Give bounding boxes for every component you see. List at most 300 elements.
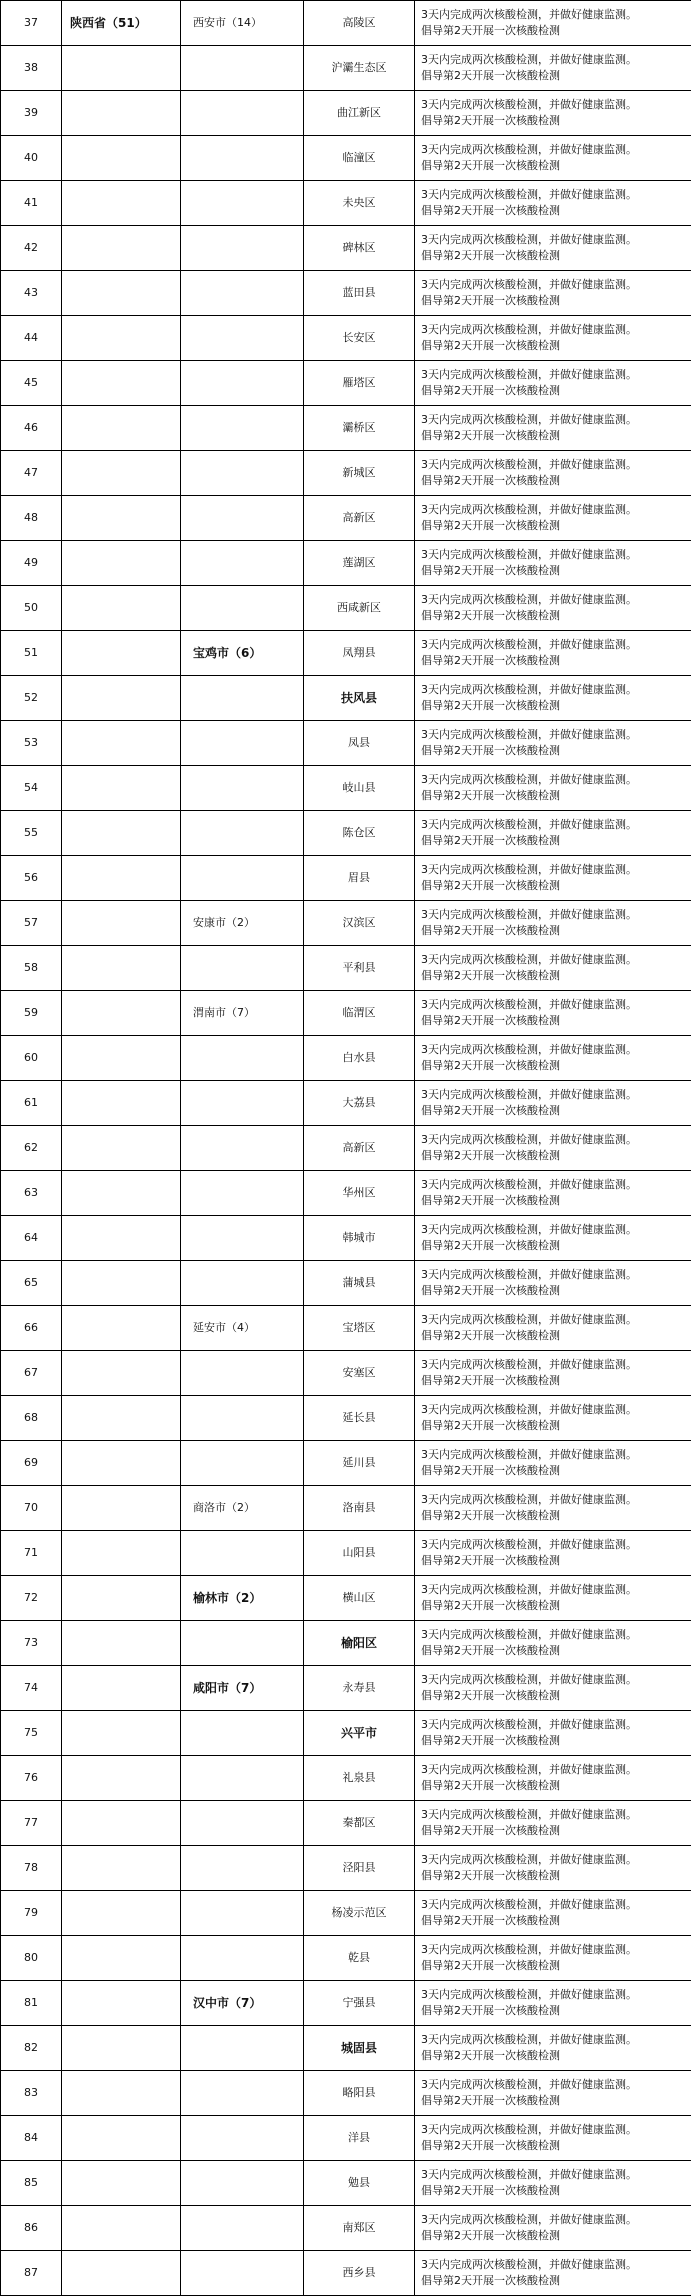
city-cell [181, 1711, 304, 1756]
county-cell: 凤翔县 [304, 631, 415, 676]
requirement-line-1: 3天内完成两次核酸检测，并做好健康监测。 [421, 593, 637, 606]
row-number-cell: 40 [1, 136, 62, 181]
county-cell: 山阳县 [304, 1531, 415, 1576]
requirement-line-1: 3天内完成两次核酸检测，并做好健康监测。 [421, 503, 637, 516]
requirement-line-1: 3天内完成两次核酸检测，并做好健康监测。 [421, 1358, 637, 1371]
city-cell [181, 2251, 304, 2296]
requirement-line-1: 3天内完成两次核酸检测，并做好健康监测。 [421, 638, 637, 651]
province-cell [62, 1981, 181, 2026]
table-row [1, 541, 691, 586]
city-cell [181, 451, 304, 496]
requirement-line-2: 倡导第2天开展一次核酸检测 [421, 1779, 560, 1792]
requirement-line-2: 倡导第2天开展一次核酸检测 [421, 1644, 560, 1657]
province-cell [62, 1801, 181, 1846]
province-cell [62, 316, 181, 361]
requirement-cell [415, 1711, 691, 1756]
requirement-line-1: 3天内完成两次核酸检测，并做好健康监测。 [421, 1088, 637, 1101]
requirement-line-2: 倡导第2天开展一次核酸检测 [421, 1869, 560, 1882]
requirement-line-1: 3天内完成两次核酸检测，并做好健康监测。 [421, 728, 637, 741]
row-number-cell: 52 [1, 676, 62, 721]
table-row [1, 1081, 691, 1126]
requirement-line-1: 3天内完成两次核酸检测，并做好健康监测。 [421, 413, 637, 426]
county-cell: 乾县 [304, 1936, 415, 1981]
requirement-cell [415, 1306, 691, 1351]
row-number-cell: 83 [1, 2071, 62, 2116]
city-cell [181, 181, 304, 226]
county-cell: 灞桥区 [304, 406, 415, 451]
requirement-line-1: 3天内完成两次核酸检测，并做好健康监测。 [421, 278, 637, 291]
county-cell: 陈仓区 [304, 811, 415, 856]
row-number-cell: 73 [1, 1621, 62, 1666]
county-cell: 宁强县 [304, 1981, 415, 2026]
county-cell: 宝塔区 [304, 1306, 415, 1351]
requirement-line-2: 倡导第2天开展一次核酸检测 [421, 924, 560, 937]
requirement-line-2: 倡导第2天开展一次核酸检测 [421, 1464, 560, 1477]
requirement-line-1: 3天内完成两次核酸检测，并做好健康监测。 [421, 773, 637, 786]
row-number-cell: 45 [1, 361, 62, 406]
requirement-line-2: 倡导第2天开展一次核酸检测 [421, 114, 560, 127]
county-cell: 延川县 [304, 1441, 415, 1486]
requirement-line-2: 倡导第2天开展一次核酸检测 [421, 159, 560, 172]
city-cell [181, 2116, 304, 2161]
requirement-line-1: 3天内完成两次核酸检测，并做好健康监测。 [421, 368, 637, 381]
table-row [1, 1306, 691, 1351]
province-cell [62, 1891, 181, 1936]
requirement-line-2: 倡导第2天开展一次核酸检测 [421, 2049, 560, 2062]
requirement-line-1: 3天内完成两次核酸检测，并做好健康监测。 [421, 818, 637, 831]
province-cell [62, 991, 181, 1036]
row-number-cell: 80 [1, 1936, 62, 1981]
requirement-cell [415, 1936, 691, 1981]
row-number-cell: 70 [1, 1486, 62, 1531]
table-row [1, 1441, 691, 1486]
requirement-cell [415, 1171, 691, 1216]
requirement-line-2: 倡导第2天开展一次核酸检测 [421, 2184, 560, 2197]
table-row [1, 676, 691, 721]
province-cell [62, 721, 181, 766]
county-cell: 碑林区 [304, 226, 415, 271]
province-cell [62, 451, 181, 496]
requirement-line-2: 倡导第2天开展一次核酸检测 [421, 2004, 560, 2017]
province-cell [62, 271, 181, 316]
requirement-cell [415, 91, 691, 136]
county-cell: 雁塔区 [304, 361, 415, 406]
row-number-cell: 86 [1, 2206, 62, 2251]
requirement-cell [415, 46, 691, 91]
table-row [1, 1711, 691, 1756]
requirement-cell [415, 676, 691, 721]
city-cell: 汉中市（7） [181, 1981, 304, 2026]
requirement-line-1: 3天内完成两次核酸检测，并做好健康监测。 [421, 143, 637, 156]
requirement-line-1: 3天内完成两次核酸检测，并做好健康监测。 [421, 1763, 637, 1776]
table-row [1, 1621, 691, 1666]
county-cell: 榆阳区 [304, 1621, 415, 1666]
requirement-cell [415, 1756, 691, 1801]
requirement-line-1: 3天内完成两次核酸检测，并做好健康监测。 [421, 8, 637, 21]
requirement-line-1: 3天内完成两次核酸检测，并做好健康监测。 [421, 1403, 637, 1416]
requirement-cell [415, 1576, 691, 1621]
province-cell [62, 1441, 181, 1486]
requirement-line-1: 3天内完成两次核酸检测，并做好健康监测。 [421, 683, 637, 696]
requirement-cell [415, 2026, 691, 2071]
requirement-line-2: 倡导第2天开展一次核酸检测 [421, 24, 560, 37]
county-cell: 高新区 [304, 1126, 415, 1171]
requirement-line-1: 3天内完成两次核酸检测，并做好健康监测。 [421, 2258, 637, 2271]
city-cell [181, 1756, 304, 1801]
row-number-cell: 71 [1, 1531, 62, 1576]
row-number-cell: 42 [1, 226, 62, 271]
city-cell [181, 2071, 304, 2116]
table-row [1, 1, 691, 46]
table-row [1, 856, 691, 901]
row-number-cell: 64 [1, 1216, 62, 1261]
requirement-line-2: 倡导第2天开展一次核酸检测 [421, 699, 560, 712]
requirement-line-1: 3天内完成两次核酸检测，并做好健康监测。 [421, 1268, 637, 1281]
province-cell [62, 2161, 181, 2206]
requirement-line-1: 3天内完成两次核酸检测，并做好健康监测。 [421, 1808, 637, 1821]
requirement-cell [415, 991, 691, 1036]
requirement-cell [415, 451, 691, 496]
table-row [1, 91, 691, 136]
table-row [1, 1576, 691, 1621]
requirement-line-2: 倡导第2天开展一次核酸检测 [421, 1194, 560, 1207]
city-cell: 宝鸡市（6） [181, 631, 304, 676]
county-cell: 南郑区 [304, 2206, 415, 2251]
row-number-cell: 66 [1, 1306, 62, 1351]
table-row [1, 1891, 691, 1936]
city-cell [181, 766, 304, 811]
county-cell: 勉县 [304, 2161, 415, 2206]
requirement-line-2: 倡导第2天开展一次核酸检测 [421, 1239, 560, 1252]
table-row [1, 1036, 691, 1081]
requirement-cell [415, 1351, 691, 1396]
city-cell [181, 316, 304, 361]
province-cell [62, 901, 181, 946]
county-cell: 泾阳县 [304, 1846, 415, 1891]
row-number-cell: 72 [1, 1576, 62, 1621]
table-row [1, 586, 691, 631]
province-cell [62, 1036, 181, 1081]
city-cell [181, 721, 304, 766]
county-cell: 略阳县 [304, 2071, 415, 2116]
row-number-cell: 60 [1, 1036, 62, 1081]
requirement-cell [415, 181, 691, 226]
requirement-cell [415, 1126, 691, 1171]
county-cell: 沪灞生态区 [304, 46, 415, 91]
requirement-cell [415, 406, 691, 451]
requirement-line-1: 3天内完成两次核酸检测，并做好健康监测。 [421, 1133, 637, 1146]
requirement-line-2: 倡导第2天开展一次核酸检测 [421, 1599, 560, 1612]
county-cell: 高陵区 [304, 1, 415, 46]
row-number-cell: 51 [1, 631, 62, 676]
province-cell [62, 811, 181, 856]
requirement-line-2: 倡导第2天开展一次核酸检测 [421, 1149, 560, 1162]
requirement-line-2: 倡导第2天开展一次核酸检测 [421, 1509, 560, 1522]
county-cell: 洋县 [304, 2116, 415, 2161]
requirement-cell [415, 1, 691, 46]
county-cell: 白水县 [304, 1036, 415, 1081]
requirement-line-2: 倡导第2天开展一次核酸检测 [421, 519, 560, 532]
requirement-line-2: 倡导第2天开展一次核酸检测 [421, 1419, 560, 1432]
table-row [1, 226, 691, 271]
requirement-line-2: 倡导第2天开展一次核酸检测 [421, 2229, 560, 2242]
province-cell [62, 1081, 181, 1126]
requirement-cell [415, 901, 691, 946]
row-number-cell: 78 [1, 1846, 62, 1891]
province-cell [62, 1846, 181, 1891]
requirement-cell [415, 361, 691, 406]
requirement-cell [415, 1216, 691, 1261]
province-cell [62, 1351, 181, 1396]
province-cell [62, 2116, 181, 2161]
requirement-line-1: 3天内完成两次核酸检测，并做好健康监测。 [421, 98, 637, 111]
requirement-line-2: 倡导第2天开展一次核酸检测 [421, 1059, 560, 1072]
city-cell: 安康市（2） [181, 901, 304, 946]
requirement-line-1: 3天内完成两次核酸检测，并做好健康监测。 [421, 1898, 637, 1911]
requirement-line-2: 倡导第2天开展一次核酸检测 [421, 1284, 560, 1297]
requirement-cell [415, 766, 691, 811]
table-row [1, 1396, 691, 1441]
province-cell [62, 1126, 181, 1171]
requirement-cell [415, 1846, 691, 1891]
province-cell [62, 946, 181, 991]
table-row [1, 406, 691, 451]
province-cell: 陕西省（51） [62, 1, 181, 46]
province-cell [62, 1531, 181, 1576]
requirement-cell [415, 1081, 691, 1126]
city-cell [181, 1936, 304, 1981]
row-number-cell: 76 [1, 1756, 62, 1801]
requirement-cell [415, 631, 691, 676]
requirement-line-2: 倡导第2天开展一次核酸检测 [421, 744, 560, 757]
table-row [1, 1171, 691, 1216]
requirement-cell [415, 271, 691, 316]
row-number-cell: 84 [1, 2116, 62, 2161]
county-cell: 横山区 [304, 1576, 415, 1621]
county-cell: 秦都区 [304, 1801, 415, 1846]
row-number-cell: 54 [1, 766, 62, 811]
table-row [1, 1666, 691, 1711]
city-cell: 延安市（4） [181, 1306, 304, 1351]
row-number-cell: 85 [1, 2161, 62, 2206]
requirement-line-2: 倡导第2天开展一次核酸检测 [421, 564, 560, 577]
city-cell [181, 1801, 304, 1846]
province-cell [62, 2206, 181, 2251]
row-number-cell: 39 [1, 91, 62, 136]
row-number-cell: 38 [1, 46, 62, 91]
requirement-cell [415, 2251, 691, 2296]
city-cell: 商洛市（2） [181, 1486, 304, 1531]
requirement-line-1: 3天内完成两次核酸检测，并做好健康监测。 [421, 1853, 637, 1866]
requirement-cell [415, 811, 691, 856]
requirement-line-1: 3天内完成两次核酸检测，并做好健康监测。 [421, 2078, 637, 2091]
county-cell: 平利县 [304, 946, 415, 991]
row-number-cell: 63 [1, 1171, 62, 1216]
row-number-cell: 56 [1, 856, 62, 901]
county-cell: 华州区 [304, 1171, 415, 1216]
requirement-line-2: 倡导第2天开展一次核酸检测 [421, 1959, 560, 1972]
requirement-line-1: 3天内完成两次核酸检测，并做好健康监测。 [421, 908, 637, 921]
city-cell: 渭南市（7） [181, 991, 304, 1036]
requirement-line-2: 倡导第2天开展一次核酸检测 [421, 834, 560, 847]
county-cell: 蒲城县 [304, 1261, 415, 1306]
table-row [1, 2116, 691, 2161]
province-cell [62, 1486, 181, 1531]
requirement-cell [415, 1441, 691, 1486]
province-cell [62, 91, 181, 136]
county-cell: 未央区 [304, 181, 415, 226]
requirement-cell [415, 1531, 691, 1576]
province-cell [62, 181, 181, 226]
province-cell [62, 2071, 181, 2116]
requirement-line-2: 倡导第2天开展一次核酸检测 [421, 969, 560, 982]
province-cell [62, 1216, 181, 1261]
county-cell: 曲江新区 [304, 91, 415, 136]
city-cell [181, 946, 304, 991]
city-cell [181, 1621, 304, 1666]
requirement-cell [415, 1801, 691, 1846]
row-number-cell: 59 [1, 991, 62, 1036]
county-cell: 新城区 [304, 451, 415, 496]
table-row [1, 2071, 691, 2116]
requirement-cell [415, 1396, 691, 1441]
row-number-cell: 82 [1, 2026, 62, 2071]
county-cell: 大荔县 [304, 1081, 415, 1126]
city-cell [181, 406, 304, 451]
table-row [1, 991, 691, 1036]
requirement-line-2: 倡导第2天开展一次核酸检测 [421, 789, 560, 802]
table-row [1, 2251, 691, 2296]
table-row [1, 46, 691, 91]
requirement-line-1: 3天内完成两次核酸检测，并做好健康监测。 [421, 2033, 637, 2046]
table-row [1, 1981, 691, 2026]
province-cell [62, 1171, 181, 1216]
county-cell: 蓝田县 [304, 271, 415, 316]
province-cell [62, 496, 181, 541]
requirement-line-1: 3天内完成两次核酸检测，并做好健康监测。 [421, 2213, 637, 2226]
row-number-cell: 68 [1, 1396, 62, 1441]
city-cell: 榆林市（2） [181, 1576, 304, 1621]
city-cell [181, 586, 304, 631]
requirement-line-2: 倡导第2天开展一次核酸检测 [421, 69, 560, 82]
row-number-cell: 55 [1, 811, 62, 856]
city-cell [181, 1036, 304, 1081]
row-number-cell: 74 [1, 1666, 62, 1711]
table-row [1, 946, 691, 991]
county-cell: 延长县 [304, 1396, 415, 1441]
table-row [1, 181, 691, 226]
requirement-line-1: 3天内完成两次核酸检测，并做好健康监测。 [421, 863, 637, 876]
row-number-cell: 53 [1, 721, 62, 766]
county-cell: 西乡县 [304, 2251, 415, 2296]
requirement-cell [415, 1666, 691, 1711]
row-number-cell: 61 [1, 1081, 62, 1126]
county-cell: 兴平市 [304, 1711, 415, 1756]
county-cell: 扶风县 [304, 676, 415, 721]
province-cell [62, 226, 181, 271]
county-cell: 长安区 [304, 316, 415, 361]
requirement-line-2: 倡导第2天开展一次核酸检测 [421, 339, 560, 352]
table-row [1, 1126, 691, 1171]
table-row [1, 1936, 691, 1981]
city-cell [181, 811, 304, 856]
city-cell: 西安市（14） [181, 1, 304, 46]
table-row [1, 2161, 691, 2206]
table-body [1, 1, 691, 2296]
row-number-cell: 44 [1, 316, 62, 361]
requirement-line-1: 3天内完成两次核酸检测，并做好健康监测。 [421, 548, 637, 561]
table-row [1, 1486, 691, 1531]
row-number-cell: 62 [1, 1126, 62, 1171]
requirement-line-1: 3天内完成两次核酸检测，并做好健康监测。 [421, 1223, 637, 1236]
table-row [1, 1261, 691, 1306]
province-cell [62, 361, 181, 406]
county-cell: 凤县 [304, 721, 415, 766]
requirement-line-2: 倡导第2天开展一次核酸检测 [421, 879, 560, 892]
province-cell [62, 766, 181, 811]
city-cell [181, 136, 304, 181]
requirement-cell [415, 226, 691, 271]
city-cell [181, 856, 304, 901]
province-cell [62, 1576, 181, 1621]
row-number-cell: 87 [1, 2251, 62, 2296]
row-number-cell: 69 [1, 1441, 62, 1486]
requirement-line-2: 倡导第2天开展一次核酸检测 [421, 249, 560, 262]
city-cell [181, 1396, 304, 1441]
city-cell [181, 1126, 304, 1171]
table-row [1, 451, 691, 496]
county-cell: 临渭区 [304, 991, 415, 1036]
row-number-cell: 81 [1, 1981, 62, 2026]
table-row [1, 1756, 691, 1801]
requirement-line-1: 3天内完成两次核酸检测，并做好健康监测。 [421, 1583, 637, 1596]
requirement-cell [415, 1036, 691, 1081]
requirement-line-1: 3天内完成两次核酸检测，并做好健康监测。 [421, 998, 637, 1011]
requirement-line-2: 倡导第2天开展一次核酸检测 [421, 2274, 560, 2287]
requirement-line-2: 倡导第2天开展一次核酸检测 [421, 2139, 560, 2152]
province-cell [62, 1711, 181, 1756]
requirement-line-1: 3天内完成两次核酸检测，并做好健康监测。 [421, 1628, 637, 1641]
city-cell [181, 1261, 304, 1306]
city-cell [181, 271, 304, 316]
province-cell [62, 46, 181, 91]
city-cell [181, 2026, 304, 2071]
requirement-cell [415, 586, 691, 631]
province-cell [62, 2251, 181, 2296]
requirement-line-1: 3天内完成两次核酸检测，并做好健康监测。 [421, 1718, 637, 1731]
table-row [1, 316, 691, 361]
row-number-cell: 57 [1, 901, 62, 946]
table-row [1, 721, 691, 766]
requirement-cell [415, 721, 691, 766]
city-cell: 咸阳市（7） [181, 1666, 304, 1711]
province-cell [62, 1621, 181, 1666]
city-cell [181, 46, 304, 91]
county-cell: 永寿县 [304, 1666, 415, 1711]
requirement-cell [415, 2206, 691, 2251]
row-number-cell: 79 [1, 1891, 62, 1936]
requirement-cell [415, 316, 691, 361]
city-cell [181, 1441, 304, 1486]
requirement-line-1: 3天内完成两次核酸检测，并做好健康监测。 [421, 233, 637, 246]
requirement-line-1: 3天内完成两次核酸检测，并做好健康监测。 [421, 53, 637, 66]
county-cell: 临潼区 [304, 136, 415, 181]
province-cell [62, 586, 181, 631]
requirement-line-1: 3天内完成两次核酸检测，并做好健康监测。 [421, 1043, 637, 1056]
province-cell [62, 2026, 181, 2071]
requirement-cell [415, 1261, 691, 1306]
requirement-line-1: 3天内完成两次核酸检测，并做好健康监测。 [421, 1943, 637, 1956]
